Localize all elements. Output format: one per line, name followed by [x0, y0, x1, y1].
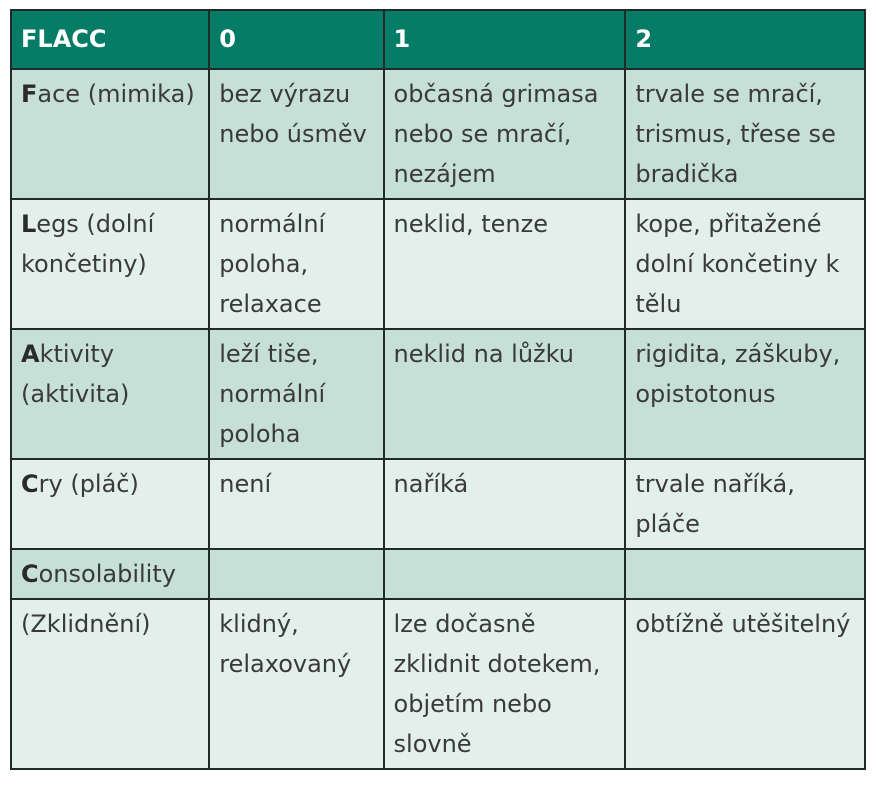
header-score-1: 1 — [384, 10, 626, 69]
row-label-text: ry (pláč) — [38, 470, 139, 498]
row-label — [11, 549, 209, 599]
row-label — [11, 329, 209, 459]
cell-score-2: obtížně utěšitelný — [625, 599, 865, 769]
cell-score-1: neklid, tenze — [384, 199, 626, 329]
table-row-activity — [11, 329, 865, 459]
cell-score-2: rigidita, záškuby, opistotonus — [625, 329, 865, 459]
table-row-consolability-detail — [11, 599, 865, 769]
header-label: FLACC — [11, 10, 209, 69]
cell-score-0: leží tiše, normální poloha — [209, 329, 383, 459]
row-label-text: ktivity (aktivita) — [21, 340, 130, 408]
cell-score-0: není — [209, 459, 383, 549]
cell-score-0: normální poloha, relaxace — [209, 199, 383, 329]
row-label-text: (Zklidnění) — [21, 610, 151, 638]
table-row-consolability — [11, 549, 865, 599]
cell-score-1: občasná grimasa nebo se mračí, nezájem — [384, 69, 626, 199]
row-initial: L — [21, 210, 37, 238]
header-score-0: 0 — [209, 10, 383, 69]
cell-score-1: neklid na lůžku — [384, 329, 626, 459]
row-label-text: onsolability — [38, 560, 176, 588]
cell-score-1 — [384, 549, 626, 599]
row-label — [11, 459, 209, 549]
cell-score-1: lze dočasně zklidnit dotekem, objetím nebo slovně — [384, 599, 626, 769]
row-label-text: ace (mimika) — [37, 80, 195, 108]
row-initial: C — [21, 470, 39, 498]
table-row-face — [11, 69, 865, 199]
table-row-cry — [11, 459, 865, 549]
cell-score-0 — [209, 549, 383, 599]
row-initial: C — [21, 560, 39, 588]
row-label-text: egs (dolní končetiny) — [21, 210, 155, 278]
row-label — [11, 599, 209, 769]
flacc-table — [10, 9, 866, 770]
header-score-2: 2 — [625, 10, 865, 69]
row-label — [11, 199, 209, 329]
cell-score-1: naříká — [384, 459, 626, 549]
row-initial: F — [21, 80, 38, 108]
cell-score-0: klidný, relaxovaný — [209, 599, 383, 769]
cell-score-2: trvale se mračí, trismus, třese se bradička — [625, 69, 865, 199]
cell-score-0: bez výrazu nebo úsměv — [209, 69, 383, 199]
cell-score-2: kope, přitažené dolní končetiny k tělu — [625, 199, 865, 329]
row-label — [11, 69, 209, 199]
row-initial: A — [21, 340, 40, 368]
table-row-legs — [11, 199, 865, 329]
cell-score-2: trvale naříká, pláče — [625, 459, 865, 549]
cell-score-2 — [625, 549, 865, 599]
header-row — [11, 10, 865, 69]
